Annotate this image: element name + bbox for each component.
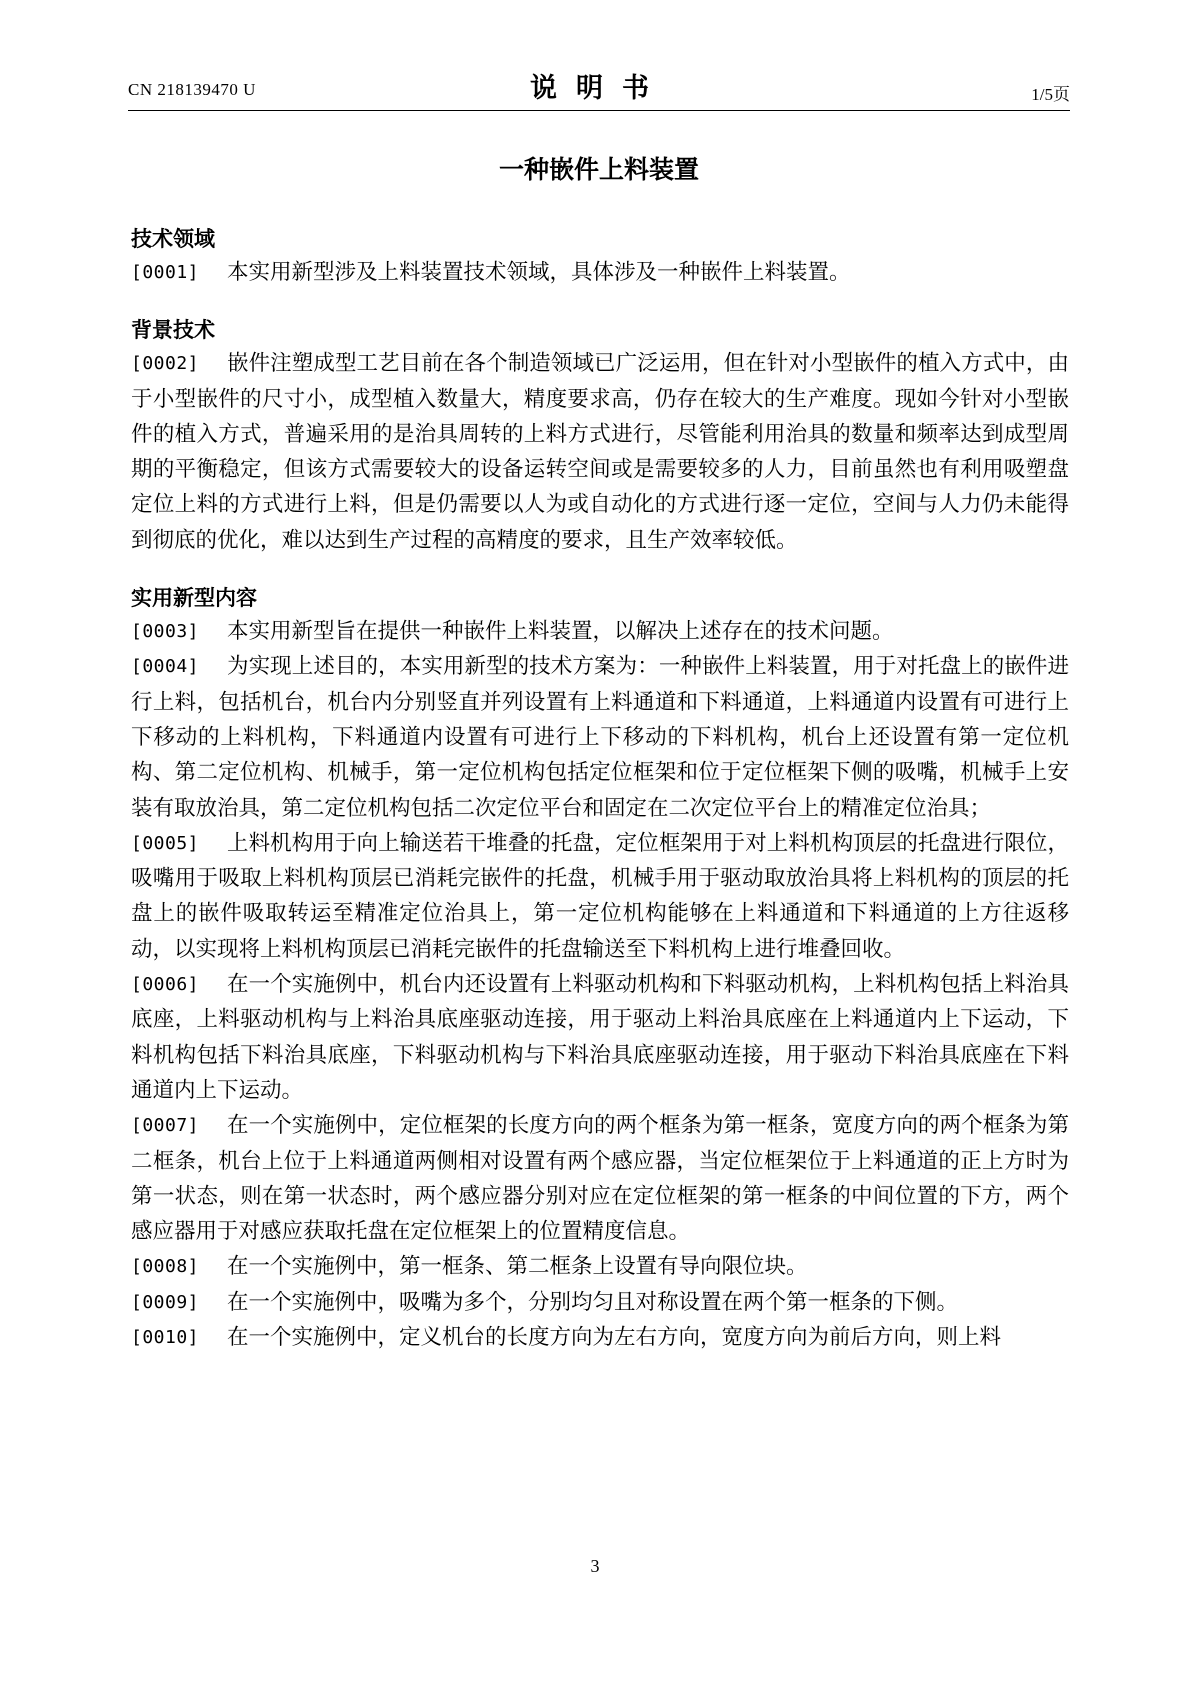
paragraph-0009 <box>131 1285 1069 1320</box>
page-info: 1/5页 <box>1031 85 1070 104</box>
page-header <box>128 66 1070 110</box>
paragraph-number: [0006] <box>131 974 200 996</box>
paragraph-text: 在一个实施例中，吸嘴为多个，分别均匀且对称设置在两个第一框条的下侧。 <box>227 1289 959 1315</box>
section-heading-content: 实用新型内容 <box>131 586 257 611</box>
paragraph-number: [0009] <box>131 1291 200 1313</box>
paragraph-number: [0010] <box>131 1327 200 1349</box>
paragraph-text: 嵌件注塑成型工艺目前在各个制造领域已广泛运用，但在针对小型嵌件的植入方式中，由于小型嵌件的尺寸小，成型植入数量大，精度要求高，仍存在较大的生产难度。现如今针对小型嵌件的植入方式，普遍采用的是治具周转的上料方式进行，尽管能利用治具的数量和频率达到成型周期的平衡稳定，但该方式需要较大的设备运转空间或是需要较多的人力，目前虽然也有利用吸塑盘定位上料的方式进行上料，但是仍需要以人为或自动化的方式进行逐一定位，空间与人力仍未能得到彻底的优化，难以达到生产过程的高精度的要求，且生产效率较低。 <box>131 351 1069 553</box>
patent-number: CN 218139470 U <box>128 80 256 99</box>
header-rule <box>128 110 1070 111</box>
paragraph-0003 <box>131 614 1069 649</box>
section-heading-tech-field: 技术领域 <box>131 227 215 251</box>
paragraph-0007 <box>131 1108 1069 1249</box>
paragraph-number: [0002] <box>131 353 200 375</box>
paragraph-0004 <box>131 649 1069 825</box>
paragraph-0005 <box>131 826 1069 967</box>
paragraph-number: [0003] <box>131 621 200 643</box>
paragraph-text: 在一个实施例中，定义机台的长度方向为左右方向，宽度方向为前后方向，则上料 <box>227 1325 1002 1351</box>
paragraph-0001 <box>131 255 1069 290</box>
paragraph-text: 本实用新型旨在提供一种嵌件上料装置，以解决上述存在的技术问题。 <box>227 619 894 645</box>
paragraph-0002 <box>131 346 1069 558</box>
paragraph-number: [0008] <box>131 1256 200 1278</box>
paragraph-text: 在一个实施例中，第一框条、第二框条上设置有导向限位块。 <box>227 1254 808 1280</box>
section-heading-background: 背景技术 <box>131 318 215 343</box>
document-title: 一种嵌件上料装置 <box>498 155 699 184</box>
paragraph-number: [0001] <box>131 262 200 283</box>
paragraph-text: 上料机构用于向上输送若干堆叠的托盘，定位框架用于对上料机构顶层的托盘进行限位，吸嘴用于吸取上料机构顶层已消耗完嵌件的托盘，机械手用于驱动取放治具将上料机构的顶层的托盘上的嵌件吸取转运至精准定位治具上，第一定位机构能够在上料通道和下料通道的上方往返移动，以实现将上料机构顶层已消耗完嵌件的托盘输送至下料机构上进行堆叠回收。 <box>131 830 1069 962</box>
paragraph-text: 为实现上述目的，本实用新型的技术方案为：一种嵌件上料装置，用于对托盘上的嵌件进行上料，包括机台，机台内分别竖直并列设置有上料通道和下料通道，上料通道内设置有可进行上下移动的上料机构，下料通道内设置有可进行上下移动的下料机构，机台上还设置有第一定位机构、第二定位机构、机械手，第一定位机构包括定位框架和位于定位框架下侧的吸嘴，机械手上安装有取放治具，第二定位机构包括二次定位平台和固定在二次定位平台上的精准定位治具； <box>131 654 1069 821</box>
paragraph-text: 在一个实施例中，定位框架的长度方向的两个框条为第一框条，宽度方向的两个框条为第二框条，机台上位于上料通道两侧相对设置有两个感应器，当定位框架位于上料通道的正上方时为第一状态，则在第一状态时，两个感应器分别对应在定位框架的第一框条的中间位置的下方，两个感应器用于对感应获取托盘在定位框架上的位置精度信息。 <box>131 1113 1069 1245</box>
paragraph-text: 本实用新型涉及上料装置技术领域，具体涉及一种嵌件上料装置。 <box>227 260 851 285</box>
page-number: 3 <box>590 1556 600 1576</box>
paragraph-number: [0007] <box>131 1115 200 1137</box>
paragraph-0008 <box>131 1249 1069 1284</box>
paragraph-text: 在一个实施例中，机台内还设置有上料驱动机构和下料驱动机构，上料机构包括上料治具底座，上料驱动机构与上料治具底座驱动连接，用于驱动上料治具底座在上料通道内上下运动，下料机构包括下料治具底座，下料驱动机构与下料治具底座驱动连接，用于驱动下料治具底座在下料通道内上下运动。 <box>131 972 1069 1103</box>
paragraph-0006 <box>131 967 1069 1108</box>
document-type: 说明书 <box>530 73 668 104</box>
paragraph-0010 <box>131 1320 1069 1355</box>
paragraph-number: [0005] <box>131 832 200 854</box>
paragraph-number: [0004] <box>131 656 200 678</box>
document-body <box>131 224 1069 1355</box>
